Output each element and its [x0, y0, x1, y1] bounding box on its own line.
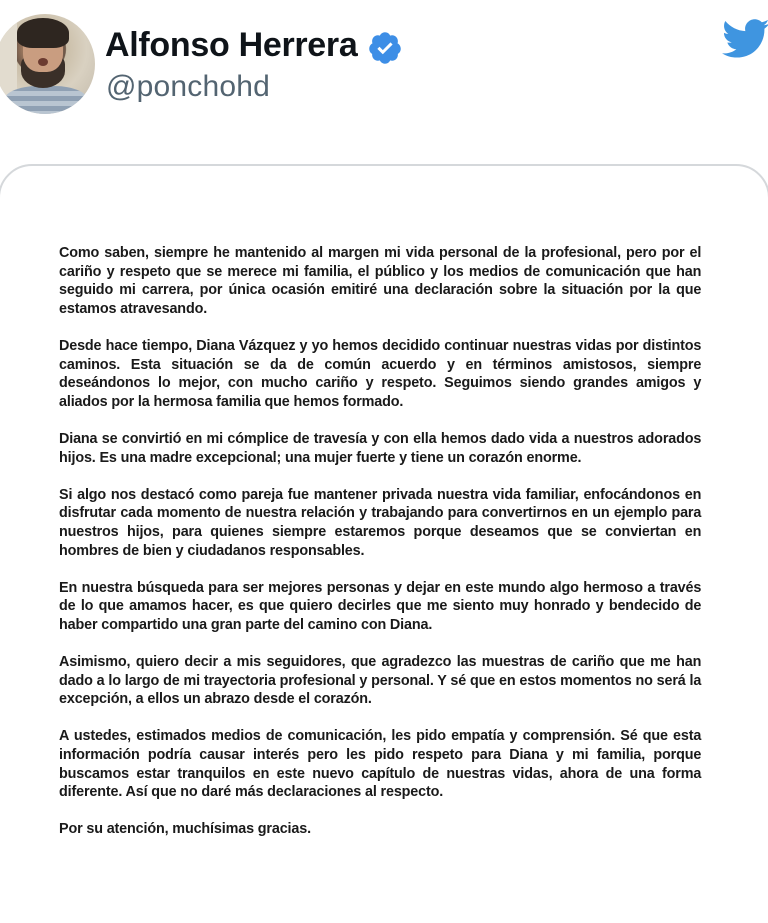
statement-paragraph: A ustedes, estimados medios de comunicación, les pido empatía y comprensión. Sé que esta información podría causar interés pero les pido respeto para Diana y mi familia, porque buscamos estar tranquilos en este nuevo capítulo de nuestras vidas, ahora de una forma diferente. Así que no daré más declaraciones al respecto. [59, 728, 702, 801]
verified-badge-icon [367, 30, 403, 66]
statement-paragraph: Como saben, siempre he mantenido al margen mi vida personal de la profesional, pero por el cariño y respeto que se merece mi familia, el público y los medios de comunicación que han seguido mi carrera, por única ocasión emitiré una declaración sobre la situación por la que estamos atravesando. [59, 245, 702, 317]
statement-text [59, 244, 701, 858]
avatar-mouth [38, 58, 48, 66]
avatar[interactable] [0, 14, 95, 114]
user-handle[interactable]: @ponchohd [106, 70, 271, 103]
twitter-bird-icon[interactable] [722, 18, 768, 60]
tweet-header [0, 0, 768, 150]
statement-paragraph: Asimismo, quiero decir a mis seguidores, que agradezco las muestras de cariño que me han dado a lo largo de mi trayectoria profesional y personal. Y sé que en estos momentos no será la excepción, a ellos un abrazo desde el corazón. [59, 654, 702, 708]
statement-paragraph: Diana se convirtió en mi cómplice de travesía y con ella hemos dado vida a nuestros adorados hijos. Es una madre excepcional; una mujer fuerte y tiene un corazón enorme. [59, 430, 702, 466]
avatar-hair [17, 18, 69, 48]
statement-paragraph: En nuestra búsqueda para ser mejores personas y dejar en este mundo algo hermoso a través de lo que amamos hacer, es que quiero decirles que me siento muy honrado y bendecido de haber compartido una gran parte del camino con Diana. [59, 579, 702, 633]
avatar-shirt [3, 86, 89, 114]
display-name[interactable]: Alfonso Herrera [105, 26, 358, 64]
statement-paragraph: Si algo nos destacó como pareja fue mantener privada nuestra vida familiar, enfocándonos en disfrutar cada momento de nuestra relación y trabajando para convertirnos en un ejemplo para nuestros hijos, para quienes siempre estaremos porque deseamos que se conviertan en hombres de bien y ciudadanos responsables. [59, 486, 702, 559]
statement-closing: Por su atención, muchísimas gracias. [59, 821, 311, 838]
statement-paragraph: Desde hace tiempo, Diana Vázquez y yo hemos decidido continuar nuestras vidas por distintos caminos. Esta situación se da de común acuerdo y en términos amistosos, siempre deseándonos lo mejor, con mucho cariño y respeto. Seguimos siendo grandes amigos y aliados por la hermosa familia que hemos formado. [59, 337, 702, 410]
